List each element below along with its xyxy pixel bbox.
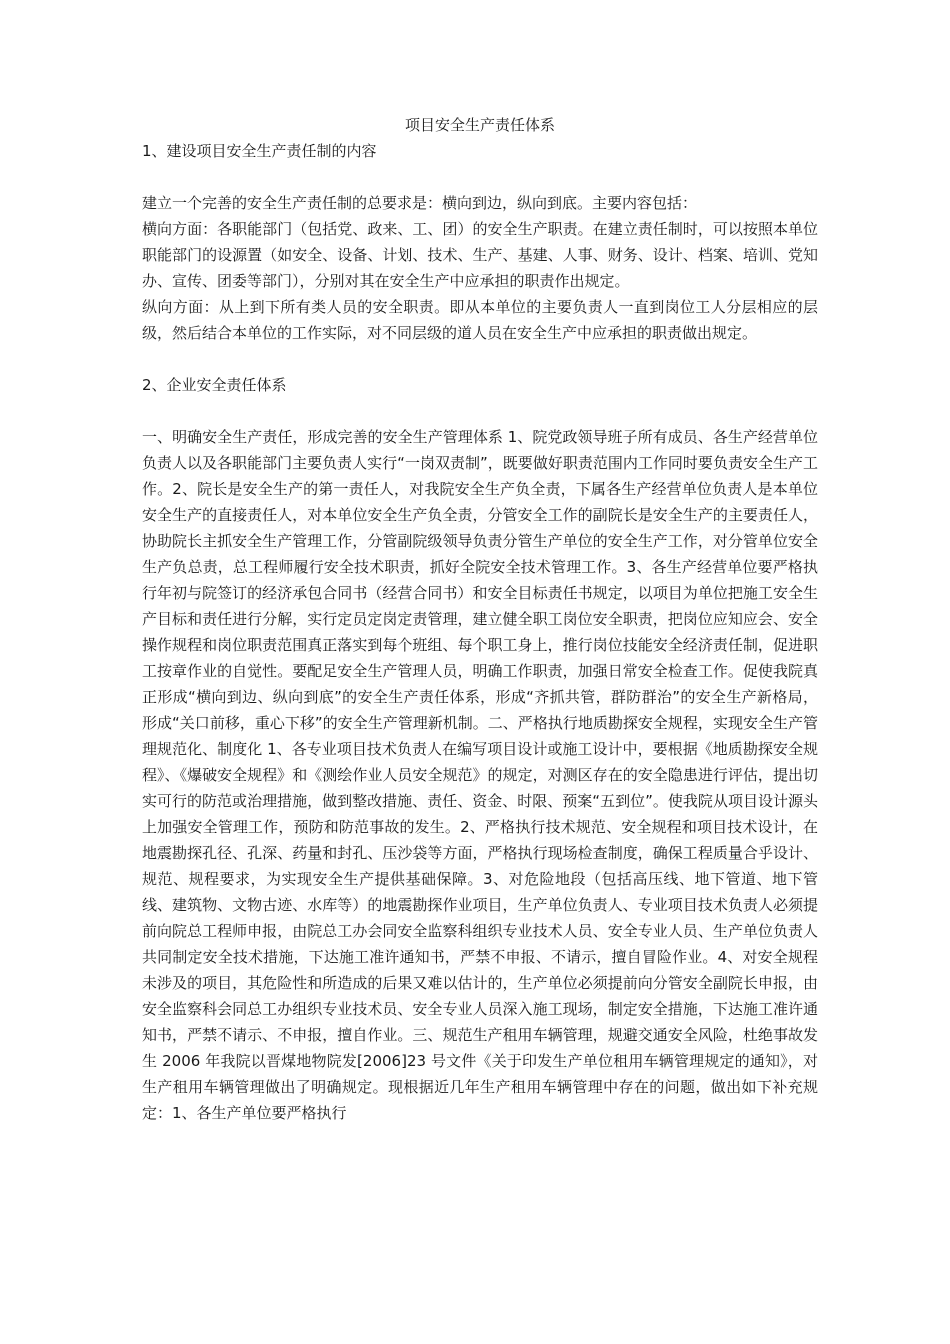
spacer: [142, 346, 818, 372]
section1-vertical-paragraph: 纵向方面：从上到下所有类人员的安全职责。即从本单位的主要负责人一直到岗位工人分层相应的层级，然后结合本单位的工作实际，对不同层级的道人员在安全生产中应承担的职责做出规定。: [142, 298, 818, 342]
document-body: [142, 112, 818, 1126]
section1-horizontal-paragraph: 横向方面：各职能部门（包括党、政来、工、团）的安全生产职责。在建立责任制时，可以按照本单位职能部门的设源置（如安全、设备、计划、技术、生产、基建、人事、财务、设计、档案、培训、党知办、宣传、团委等部门），分别对其在安全生产中应承担的职责作出规定。: [142, 220, 818, 290]
page-title: 项目安全生产责任体系: [404, 116, 555, 134]
section1-heading: 1、建设项目安全生产责任制的内容: [142, 142, 377, 160]
section2-heading: 2、企业安全责任体系: [142, 376, 287, 394]
spacer: [142, 164, 818, 190]
section1-intro: 建立一个完善的安全生产责任制的总要求是：横向到边，纵向到底。主要内容包括：: [142, 194, 698, 212]
section2-body-paragraph: 一、明确安全生产责任，形成完善的安全生产管理体系 1、院党政领导班子所有成员、各生产经营单位负责人以及各职能部门主要负责人实行“一岗双责制”，既要做好职责范围内工作同时要负责安全生产工作。2、院长是安全生产的第一责任人，对我院安全生产负全责，下属各生产经营单位负责人是本单位安全生产的直接责任人，对本单位安全生产负全责，分管安全工作的副院长是安全生产的主要责任人，协助院长主抓安全生产管理工作，分管副院级领导负责分管生产单位的安全生产工作，对分管单位安全生产负总责，总工程师履行安全技术职责，抓好全院安全技术管理工作。3、各生产经营单位要严格执行年初与院签订的经济承包合同书（经营合同书）和安全目标责任书规定，以项目为单位把施工安全生产目标和责任进行分解，实行定员定岗定责管理，建立健全职工岗位安全职责，把岗位应知应会、安全操作规程和岗位职责范围真正落实到每个班组、每个职工身上，推行岗位技能安全经济责任制，促进职工按章作业的自觉性。要配足安全生产管理人员，明确工作职责，加强日常安全检查工作。促使我院真正形成“横向到边、纵向到底”的安全生产责任体系，形成“齐抓共管，群防群治”的安全生产新格局，形成“关口前移，重心下移”的安全生产管理新机制。二、严格执行地质勘探安全规程，实现安全生产管理规范化、制度化 1、各专业项目技术负责人在编写项目设计或施工设计中，要根据《地质勘探安全规程》、《爆破安全规程》和《测绘作业人员安全规范》的规定，对测区存在的安全隐患进行评估，提出切实可行的防范或治理措施，做到整改措施、责任、资金、时限、预案“五到位”。使我院从项目设计源头上加强安全管理工作，预防和防范事故的发生。2、严格执行技术规范、安全规程和项目技术设计，在地震勘探孔径、孔深、药量和封孔、压沙袋等方面，严格执行现场检查制度，确保工程质量合乎设计、规范、规程要求，为实现安全生产提供基础保障。3、对危险地段（包括高压线、地下管道、地下管线、建筑物、文物古迹、水库等）的地震勘探作业项目，生产单位负责人、专业项目技术负责人必须提前向院总工程师申报，由院总工办会同安全监察科组织专业技术人员、安全专业人员、生产单位负责人共同制定安全技术措施，下达施工准许通知书，严禁不申报、不请示，擅自冒险作业。4、对安全规程未涉及的项目，其危险性和所造成的后果又难以估计的，生产单位必须提前向分管安全副院长申报，由安全监察科会同总工办组织专业技术员、安全专业人员深入施工现场，制定安全措施，下达施工准许通知书，严禁不请示、不申报，擅自作业。三、规范生产租用车辆管理，规避交通安全风险，杜绝事故发生 2006 年我院以晋煤地物院发[2006]23 号文件《关于印发生产单位租用车辆管理规定的通知》，对生产租用车辆管理做出了明确规定。现根据近几年生产租用车辆管理中存在的问题，做出如下补充规定：1、各生产单位要严格执行: [142, 428, 818, 1122]
spacer: [142, 398, 818, 424]
